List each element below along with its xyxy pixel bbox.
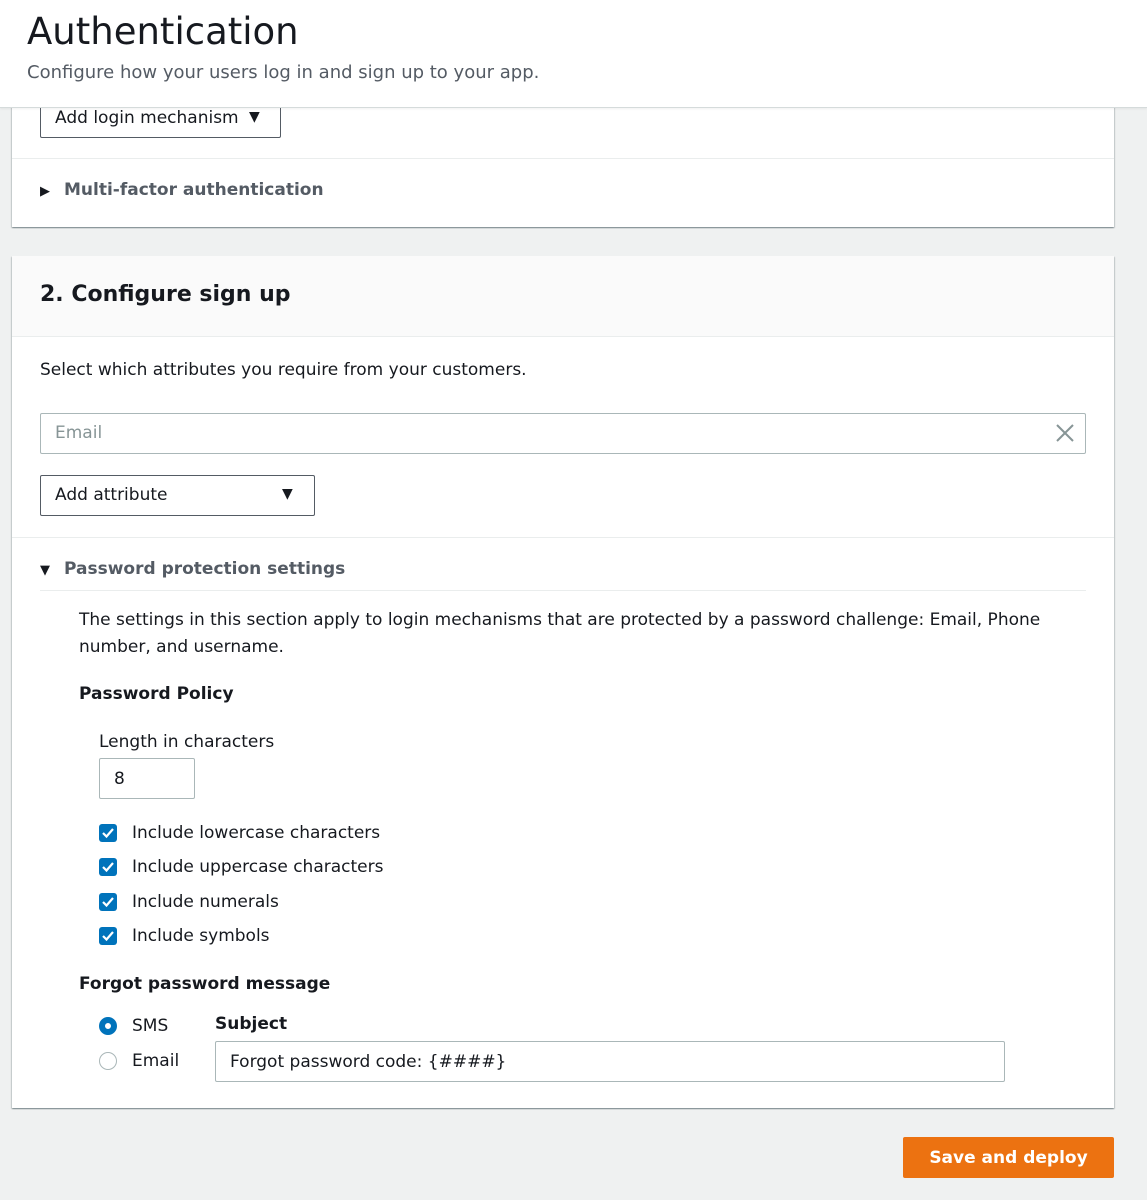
numerals-checkbox[interactable] (99, 893, 117, 911)
divider (40, 590, 1086, 591)
password-settings-expander[interactable] (40, 559, 345, 579)
subject-input[interactable] (215, 1041, 1005, 1082)
checkmark-icon (101, 860, 115, 874)
email-label: Email (132, 1051, 180, 1071)
sms-radio-row[interactable] (99, 1014, 168, 1038)
save-and-deploy-button[interactable]: Save and deploy (903, 1137, 1114, 1178)
login-section-card (12, 90, 1114, 227)
section-title: 2. Configure sign up (40, 282, 291, 307)
symbols-label: Include symbols (132, 926, 270, 946)
close-icon[interactable] (1055, 423, 1075, 443)
caret-down-icon: ▼ (282, 486, 293, 502)
add-login-mechanism-label: Add login mechanism (55, 108, 239, 128)
symbols-checkbox-row[interactable] (99, 924, 270, 948)
uppercase-checkbox[interactable] (99, 858, 117, 876)
mfa-label: Multi-factor authentication (64, 180, 324, 200)
add-attribute-label: Add attribute (55, 485, 168, 505)
email-radio[interactable] (99, 1052, 117, 1070)
checkmark-icon (101, 929, 115, 943)
numerals-checkbox-row[interactable] (99, 890, 279, 914)
divider (12, 158, 1114, 159)
page-header (0, 0, 1147, 108)
page-title: Authentication (27, 10, 299, 53)
caret-right-icon: ▶ (40, 184, 50, 199)
signup-section-header (12, 256, 1114, 337)
password-policy-heading: Password Policy (79, 684, 234, 704)
numerals-label: Include numerals (132, 892, 279, 912)
checkmark-icon (101, 895, 115, 909)
lowercase-checkbox-row[interactable] (99, 821, 380, 845)
checkmark-icon (101, 826, 115, 840)
lowercase-label: Include lowercase characters (132, 823, 381, 843)
sms-label: SMS (132, 1016, 169, 1036)
add-attribute-dropdown[interactable] (40, 475, 315, 516)
caret-down-icon: ▼ (249, 109, 260, 125)
email-radio-row[interactable] (99, 1049, 179, 1073)
forgot-password-heading: Forgot password message (79, 974, 331, 994)
divider (12, 537, 1114, 538)
attribute-token-label: Email (55, 423, 103, 443)
signup-section-card (12, 256, 1114, 1108)
password-settings-description: The settings in this section apply to login mechanisms that are protected by a password challenge: Email, Phone number, and username. (79, 610, 1041, 657)
length-input[interactable] (99, 758, 195, 799)
lowercase-checkbox[interactable] (99, 824, 117, 842)
symbols-checkbox[interactable] (99, 927, 117, 945)
length-label: Length in characters (99, 732, 275, 752)
uppercase-label: Include uppercase characters (132, 857, 384, 877)
page-subtitle: Configure how your users log in and sign up to your app. (27, 62, 540, 83)
subject-label: Subject (215, 1014, 288, 1034)
mfa-expander[interactable] (40, 180, 324, 206)
uppercase-checkbox-row[interactable] (99, 855, 383, 879)
signup-description: Select which attributes you require from your customers. (40, 360, 527, 380)
attribute-token-field[interactable] (40, 413, 1086, 454)
sms-radio[interactable] (99, 1017, 117, 1035)
caret-down-icon: ▼ (40, 563, 50, 578)
password-settings-title: Password protection settings (64, 559, 346, 579)
